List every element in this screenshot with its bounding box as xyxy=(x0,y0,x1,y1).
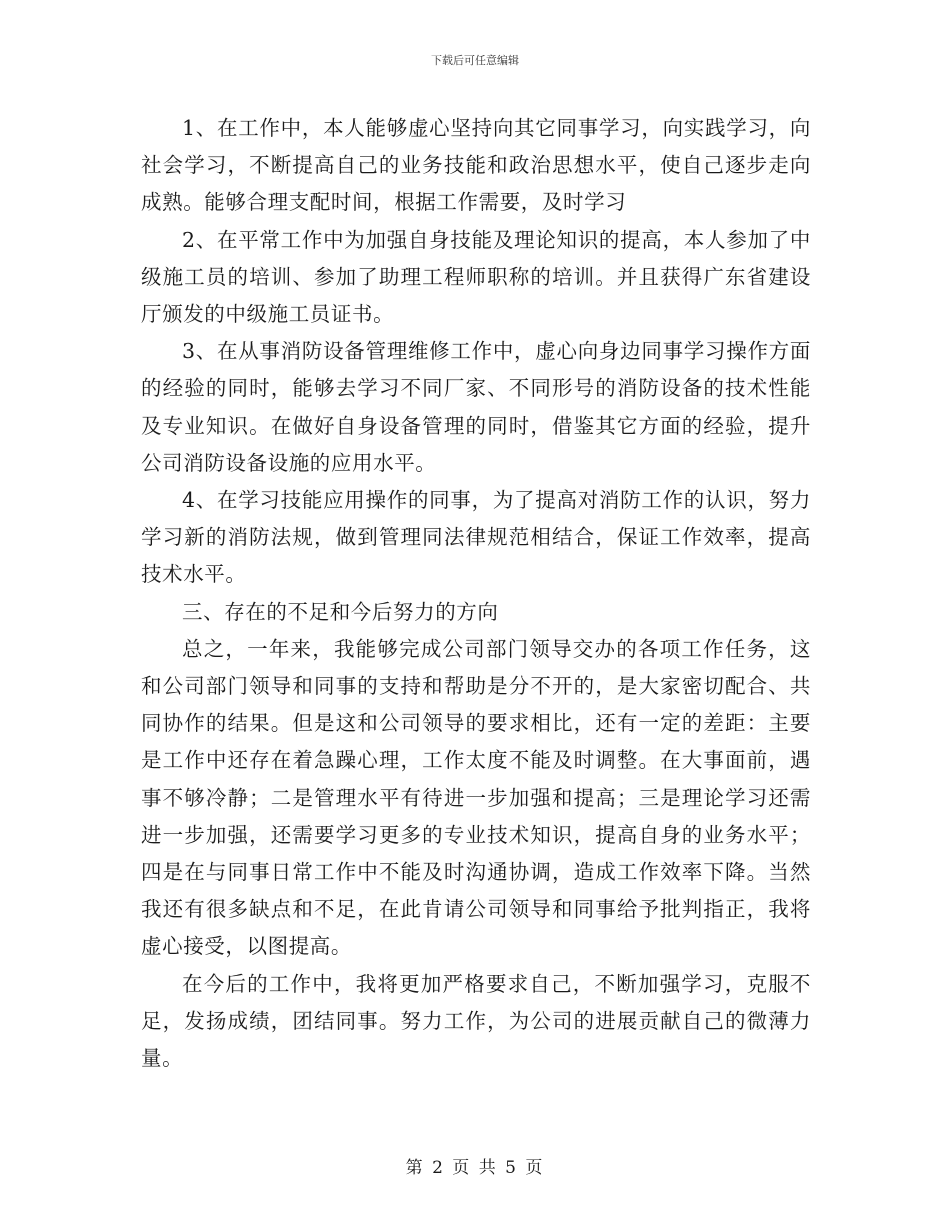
document-body xyxy=(141,110,811,1077)
download-editable-note: 下载后可任意编辑 xyxy=(431,54,519,67)
section-heading-shortcomings: 三、存在的不足和今后努力的方向 xyxy=(182,599,499,624)
page-number: 第 2 页 共 5 页 xyxy=(405,1158,545,1178)
paragraph-summary: 总之，一年来，我能够完成公司部门领导交办的各项工作任务，这和公司部门领导和同事的支持和帮助是分不开的，是大家密切配合、共同协作的结果。但是这和公司领导的要求相比，还有一定的差距：主要是工作中还存在着急躁心理，工作太度不能及时调整。在大事面前，遇事不够冷静；二是管理水平有待进一步加强和提高；三是理论学习还需进一步加强，还需要学习更多的专业技术知识，提高自身的业务水平；四是在与同事日常工作中不能及时沟通协调，造成工作效率下降。当然我还有很多缺点和不足，在此肯请公司领导和同事给予批判指正，我将虚心接受，以图提高。 xyxy=(141,636,811,959)
paragraph-future: 在今后的工作中，我将更加严格要求自己，不断加强学习，克服不足，发扬成绩，团结同事。努力工作，为公司的进展贡献自己的微薄力量。 xyxy=(141,971,811,1071)
paragraph-item-2-training: 2、在平常工作中为加强自身技能及理论知识的提高，本人参加了中级施工员的培训、参加了助理工程师职称的培训。并且获得广东省建设厅颁发的中级施工员证书。 xyxy=(141,227,811,327)
paragraph-item-4-regulations: 4、在学习技能应用操作的同事，为了提高对消防工作的认识，努力学习新的消防法规，做到管理同法律规范相结合，保证工作效率，提高技术水平。 xyxy=(141,488,811,587)
paragraph-item-1-learning: 1、在工作中，本人能够虚心坚持向其它同事学习，向实践学习，向社会学习，不断提高自己的业务技能和政治思想水平，使自己逐步走向成熟。能够合理支配时间，根据工作需要，及时学习 xyxy=(141,116,811,215)
paragraph-item-3-fire-equipment: 3、在从事消防设备管理维修工作中，虚心向身边同事学习操作方面的经验的同时，能够去学习不同厂家、不同形号的消防设备的技术性能及专业知识。在做好自身设备管理的同时，借鉴其它方面的经验，提升公司消防设备设施的应用水平。 xyxy=(141,339,811,475)
